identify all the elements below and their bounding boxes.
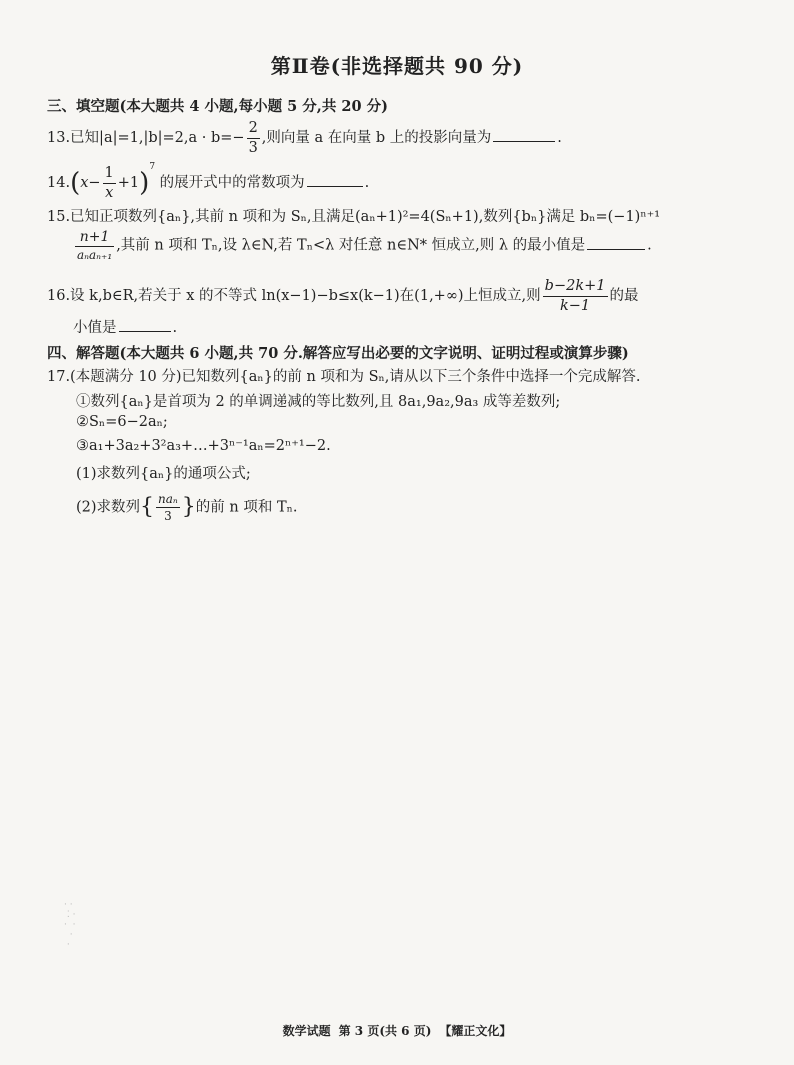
q15-frac-den: aₙaₙ₊₁ [77, 248, 113, 262]
q16-frac-den: k−1 [560, 297, 591, 314]
q16-answer-blank[interactable] [119, 317, 171, 332]
q14-lead: 14. [47, 175, 71, 191]
question-15-line-2: $\frac{n+1}{\text{aₙaₙ₊₁}}$ ,其前 n 项和 Tₙ,设 λ∈N,若 Tₙ<λ 对任意 n∈N* 恒成立,则 λ 的最小值是 . [77, 229, 652, 262]
question-17-stem: 17.(本题满分 10 分)已知数列{aₙ}的前 n 项和为 Sₙ,请从以下三个条件中选择一个完成解答. [47, 369, 641, 385]
question-16-line-2: 小值是 . [73, 316, 177, 337]
q15-fraction [75, 230, 114, 261]
question-16-line-1 [47, 279, 639, 313]
footer-subject: 数学试题 [282, 1024, 331, 1038]
q14-x1: x− [80, 175, 101, 191]
q15-answer-blank[interactable] [587, 235, 645, 250]
q16-line2-text: 小值是 [73, 320, 117, 336]
q17-left-brace: { [140, 494, 155, 520]
q16-tail: 的最 [609, 288, 639, 304]
q13-frac-den: 3 [248, 139, 258, 156]
q14-frac-den: x [105, 184, 114, 201]
q13-answer-blank[interactable] [493, 127, 555, 142]
q13-prefix: 13.已知|a|=1,|b|=2,a · b=− [47, 130, 245, 146]
question-14: 14.(x− $\frac{1}{x}$ +1)$^7$ 的展开式中的常数项为 . [47, 162, 370, 201]
q13-suffix: ,则向量 a 在向量 b 上的投影向量为 [261, 130, 492, 146]
q14-answer-blank[interactable] [307, 172, 363, 187]
footer-page-number: 第 3 页(共 6 页) [338, 1024, 432, 1038]
q14-exponent: 7 [149, 162, 156, 172]
q14-suffix: 的展开式中的常数项为 [159, 175, 305, 191]
q15-line2-text: ,其前 n 项和 Tₙ,设 λ∈N,若 Tₙ<λ 对任意 n∈N* 恒成立,则 λ 的最小值是 [116, 237, 586, 254]
q17-condition-2: ②Sₙ=6−2aₙ; [76, 414, 168, 430]
scan-marks: · · ⁚ · · · · · [64, 900, 76, 950]
footer-brand: 【耀正文化】 [439, 1024, 512, 1038]
q17-part2-prefix: (2)求数列 [76, 499, 141, 516]
q17-frac-num: naₙ [158, 492, 178, 506]
q17-frac-den: 3 [164, 509, 172, 523]
q17-fraction [156, 493, 180, 522]
q16-line1-text: 16.设 k,b∈R,若关于 x 的不等式 ln(x−1)−b≤x(k−1)在(1,+∞)上恒成立,则 [47, 288, 541, 304]
q14-fraction [103, 166, 116, 200]
section-3-heading: 三、填空题(本大题共 4 小题,每小题 5 分,共 20 分) [47, 98, 388, 115]
q13-frac-num: 2 [247, 121, 260, 139]
q15-frac-num: n+1 [75, 230, 114, 247]
q16-frac-num: b−2k+1 [543, 279, 608, 297]
section-4-heading: 四、解答题(本大题共 6 小题,共 70 分.解答应写出必要的文字说明、证明过程或演算步骤) [47, 345, 629, 362]
q14-left-paren: ( [70, 168, 81, 198]
question-15-line-1: 15.已知正项数列{aₙ},其前 n 项和为 Sₙ,且满足(aₙ+1)²=4(Sₙ+1),数列{bₙ}满足 bₙ=(−1)ⁿ⁺¹ [47, 209, 661, 225]
q17-condition-1: ①数列{aₙ}是首项为 2 的单调递减的等比数列,且 8a₁,9a₂,9a₃ 成等差数列; [76, 394, 561, 410]
q17-condition-3: ③a₁+3a₂+3²a₃+…+3ⁿ⁻¹aₙ=2ⁿ⁺¹−2. [76, 438, 331, 454]
q16-fraction [543, 279, 608, 313]
q17-part-2 [76, 493, 298, 522]
q17-part-1: (1)求数列{aₙ}的通项公式; [76, 466, 251, 482]
q14-right-paren: ) [139, 168, 150, 198]
paper-title: 第Ⅱ卷(非选择题共 90 分) [270, 54, 524, 78]
q13-fraction [247, 121, 260, 155]
q14-plus: +1 [117, 175, 140, 191]
page-footer [0, 1022, 794, 1039]
question-13: 13.已知|a|=1,|b|=2,a · b=− $\frac{2}{3}$ ,则向量 a 在向量 b 上的投影向量为 . [47, 120, 562, 156]
q17-part2-suffix: 的前 n 项和 Tₙ. [195, 499, 298, 516]
q17-right-brace: } [181, 494, 196, 520]
q14-frac-num: 1 [103, 166, 116, 184]
